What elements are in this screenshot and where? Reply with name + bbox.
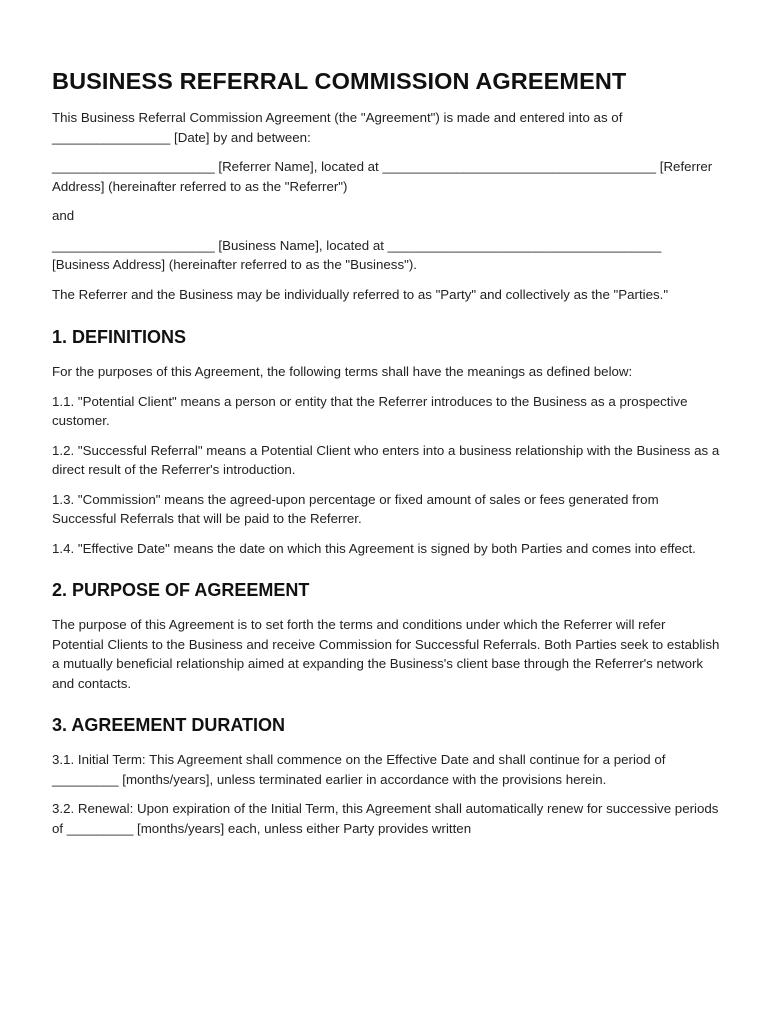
intro-paragraph: ______________________ [Business Name], located at _____________________________________ [Business Address] (hereinafter referred to as the "Business").	[52, 237, 662, 272]
section-paragraph: 1.1. "Potential Client" means a person or entity that the Referrer introduces to the Business as a prospective customer.	[52, 393, 688, 428]
section-paragraph: 3.2. Renewal: Upon expiration of the Initial Term, this Agreement shall automatically renew for successive periods of _________ [months/years] each, unless either Party provides written	[52, 801, 719, 836]
document-title: BUSINESS REFERRAL COMMISSION AGREEMENT	[52, 68, 627, 94]
intro-paragraph: The Referrer and the Business may be individually referred to as "Party" and collectively as the "Parties."	[52, 286, 669, 302]
intro-paragraph: ______________________ [Referrer Name], located at _____________________________________ [Referrer Address] (hereinafter referred to as the "Referrer")	[52, 159, 713, 194]
section-paragraph: 3.1. Initial Term: This Agreement shall commence on the Effective Date and shall continue for a period of _________ [months/years], unless terminated earlier in accordance with the provisions herein.	[52, 752, 666, 787]
document-body	[52, 68, 720, 848]
section-heading-purpose: 2. PURPOSE OF AGREEMENT	[52, 580, 310, 600]
section-paragraph: 1.2. "Successful Referral" means a Potential Client who enters into a business relationship with the Business as a direct result of the Referrer's introduction.	[52, 442, 720, 477]
section-paragraph: 1.4. "Effective Date" means the date on which this Agreement is signed by both Parties and comes into effect.	[52, 540, 696, 556]
section-heading-duration: 3. AGREEMENT DURATION	[52, 715, 286, 735]
section-paragraph: The purpose of this Agreement is to set forth the terms and conditions under which the Referrer will refer Potential Clients to the Business and receive Commission for Successful Referrals. Both Parties seek to establish a mutually beneficial relationship aimed at expanding the Business's client base through the Referrer's network and contacts.	[52, 617, 720, 691]
intro-paragraph: and	[52, 208, 75, 223]
intro-paragraph: This Business Referral Commission Agreement (the "Agreement") is made and entered into as of ________________ [Date] by and between:	[52, 110, 623, 145]
section-heading-definitions: 1. DEFINITIONS	[52, 327, 187, 347]
section-paragraph: For the purposes of this Agreement, the following terms shall have the meanings as defined below:	[52, 364, 633, 379]
section-paragraph: 1.3. "Commission" means the agreed-upon percentage or fixed amount of sales or fees generated from Successful Referrals that will be paid to the Referrer.	[52, 491, 659, 526]
